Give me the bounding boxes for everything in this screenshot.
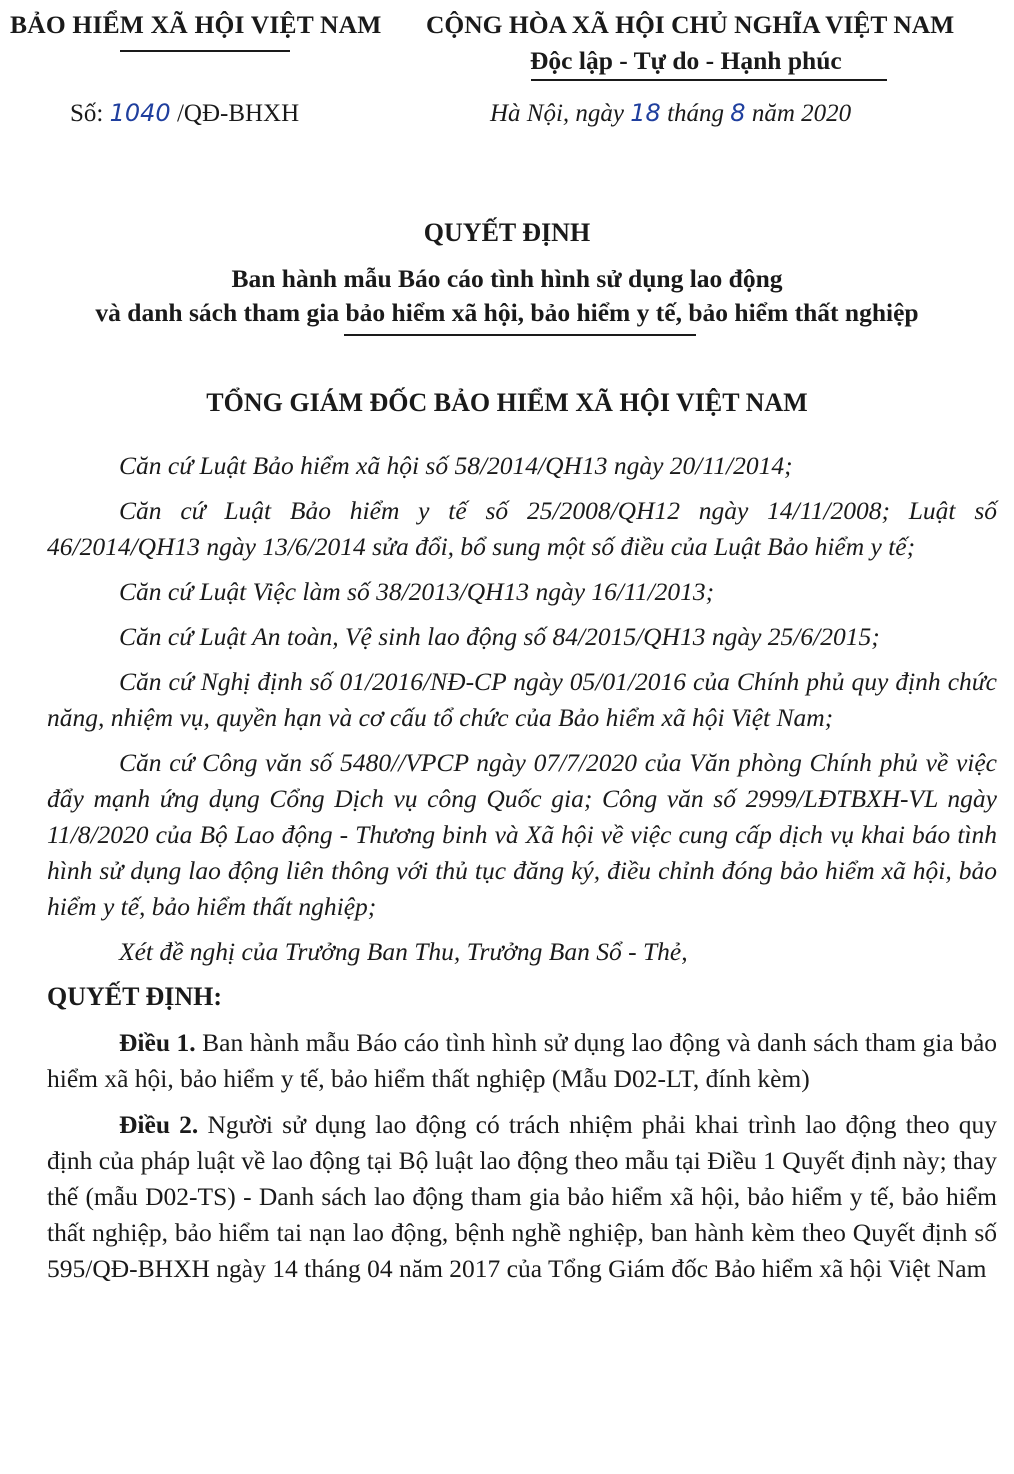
- document-date: [490, 99, 851, 128]
- document-number: [70, 99, 299, 128]
- date-place: Hà Nội, ngày: [490, 100, 625, 127]
- article-text: Ban hành mẫu Báo cáo tình hình sử dụng lao động và danh sách tham gia bảo hiểm xã hội, bảo hiểm y tế, bảo hiểm thất nghiệp (Mẫu D02-LT, đính kèm): [47, 1028, 998, 1093]
- article-label: Điều 1.: [119, 1028, 196, 1057]
- document-type: QUYẾT ĐỊNH: [423, 218, 591, 247]
- document-title-block: [0, 216, 1014, 330]
- legal-basis: Căn cứ Luật Việc làm số 38/2013/QH13 ngày 16/11/2013;: [119, 577, 715, 606]
- legal-basis: Căn cứ Luật Bảo hiểm y tế số 25/2008/QH12 ngày 14/11/2008; Luật số 46/2014/QH13 ngày 13/6/2014 sửa đổi, bổ sung một số điều của Luật Bảo hiểm y tế;: [47, 496, 997, 561]
- article-1: [47, 1025, 997, 1097]
- date-year-label: năm 2020: [751, 100, 852, 127]
- article-paragraph: [47, 1025, 997, 1097]
- number-suffix: /QĐ-BHXH: [176, 100, 300, 127]
- document-body: [47, 448, 997, 1297]
- legal-basis: Căn cứ Luật An toàn, Vệ sinh lao động số 84/2015/QH13 ngày 25/6/2015;: [119, 622, 880, 651]
- article-2: [47, 1107, 997, 1287]
- handwritten-month: 8: [730, 99, 746, 127]
- article-paragraph: [47, 1107, 997, 1287]
- decision-heading: QUYẾT ĐỊNH:: [47, 982, 223, 1011]
- article-text: Người sử dụng lao động có trách nhiệm phải khai trình lao động theo quy định của pháp luật về lao động tại Bộ luật lao động theo mẫu tại Điều 1 Quyết định này; thay thế (mẫu D02-TS) - Danh sách lao động tham gia bảo hiểm xã hội, bảo hiểm y tế, bảo hiểm thất nghiệp, bảo hiểm tai nạn lao động, bệnh nghề nghiệp, ban hành kèm theo Quyết định số 595/QĐ-BHXH ngày 14 tháng 04 năm 2017 của Tổng Giám đốc Bảo hiểm xã hội Việt Nam: [47, 1110, 998, 1283]
- national-motto: Độc lập - Tự do - Hạnh phúc: [530, 46, 842, 75]
- subject-underline: [344, 334, 696, 336]
- legal-basis: Căn cứ Nghị định số 01/2016/NĐ-CP ngày 05/01/2016 của Chính phủ quy định chức năng, nhiệm vụ, quyền hạn và cơ cấu tổ chức của Bảo hiểm xã hội Việt Nam;: [47, 667, 997, 732]
- subject-line-1: Ban hành mẫu Báo cáo tình hình sử dụng lao động: [231, 264, 783, 293]
- legal-basis: Căn cứ Luật Bảo hiểm xã hội số 58/2014/QH13 ngày 20/11/2014;: [119, 451, 793, 480]
- proposal-basis: Xét đề nghị của Trưởng Ban Thu, Trưởng Ban Sổ - Thẻ,: [119, 937, 688, 966]
- subject-line-2: và danh sách tham gia bảo hiểm xã hội, bảo hiểm y tế, bảo hiểm thất nghiệp: [95, 298, 919, 327]
- date-month-label: tháng: [667, 100, 725, 127]
- issuing-agency: BẢO HIỂM XÃ HỘI VIỆT NAM: [10, 10, 382, 39]
- national-title: CỘNG HÒA XÃ HỘI CHỦ NGHĨA VIỆT NAM: [426, 10, 955, 39]
- number-prefix: Số:: [70, 100, 104, 127]
- document-header: [0, 6, 1014, 86]
- handwritten-day: 18: [630, 99, 661, 127]
- handwritten-number: 1040: [109, 99, 171, 127]
- document-subject: [0, 262, 1014, 330]
- issuing-authority: TỔNG GIÁM ĐỐC BẢO HIỂM XÃ HỘI VIỆT NAM: [206, 388, 808, 417]
- legal-basis: Căn cứ Công văn số 5480//VPCP ngày 07/7/2020 của Văn phòng Chính phủ về việc đẩy mạnh ứng dụng Cổng Dịch vụ công Quốc gia; Công văn số 2999/LĐTBXH-VL ngày 11/8/2020 của Bộ Lao động - Thương binh và Xã hội về việc cung cấp dịch vụ khai báo tình hình sử dụng lao động liên thông với thủ tục đăng ký, điều chỉnh đóng bảo hiểm xã hội, bảo hiểm y tế, bảo hiểm thất nghiệp;: [47, 748, 997, 921]
- agency-underline: [120, 50, 290, 52]
- motto-underline: [531, 79, 887, 81]
- article-label: Điều 2.: [119, 1110, 199, 1139]
